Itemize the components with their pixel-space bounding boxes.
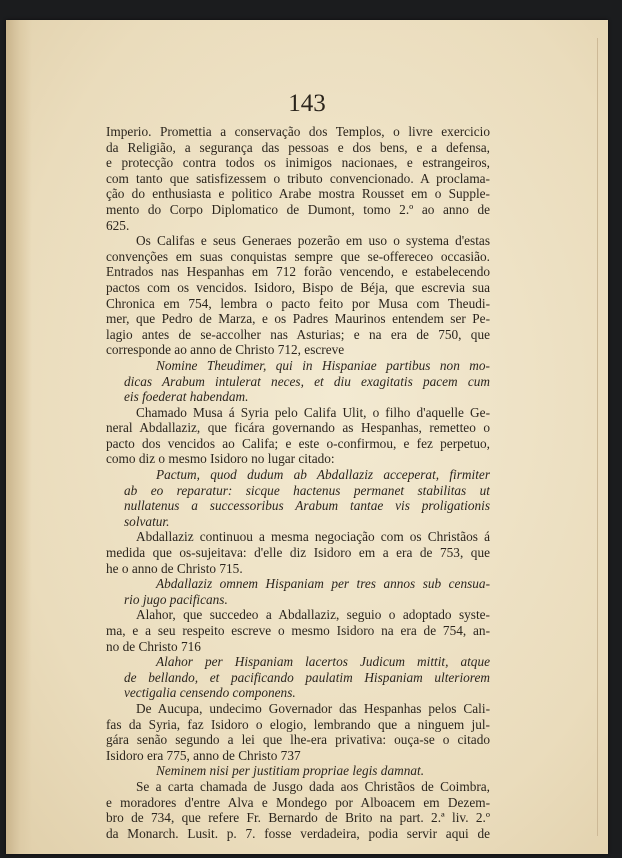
text-line: he o anno de Christo 715. (106, 560, 243, 576)
text-line: da Monarch. Lusit. p. 7. fosse verdadeira, podia servir aqui de (106, 825, 490, 841)
text-line: gára senão segundo a lei que lhe-era privativa: ouça-se o citado (106, 732, 490, 748)
text-line: De Aucupa, undecimo Governador das Hespanhas pelos Cali- (136, 700, 490, 716)
text-line: Alahor per Hispaniam lacertos Judicum mittit, atque (156, 654, 490, 670)
text-line: fas da Syria, faz Isidoro o elogio, lembrando que a ninguem jul- (106, 716, 490, 732)
text-line: da Religião, a segurança das pessoas e dos bens, e a defensa, (106, 139, 490, 155)
text-line: Abdallaziz continuou a mesma negociação com os Christãos á (136, 529, 490, 545)
text-line: medida que os-sujeitava: d'elle diz Isidoro em a era de 753, que (106, 545, 490, 561)
book-page (6, 20, 608, 854)
text-line: Chamado Musa á Syria pelo Califa Ulit, o filho d'aquelle Ge- (136, 404, 490, 420)
text-line: dicas Arabum intulerat neces, et diu exagitatis pacem cum (124, 373, 490, 389)
page-gutter (6, 20, 32, 854)
text-line: corresponde ao anno de Christo 712, escreve (106, 342, 345, 358)
text-line: Alahor, que succedeo a Abdallaziz, seguio o adoptado syste- (136, 607, 490, 623)
text-line: mer, que Pedro de Marza, e os Padres Maurinos entendem ser Pe- (106, 311, 490, 327)
text-line: Pactum, quod dudum ab Abdallaziz acceperat, firmiter (156, 467, 490, 483)
text-line: como diz o mesmo Isidoro no lugar citado: (106, 451, 335, 467)
text-line: Entrados nas Hespanhas em 712 forão vencendo, e estabelecendo (106, 264, 490, 280)
text-line: nullatenus a successoribus Arabum tantae vis proligationis (124, 498, 490, 514)
body-text (106, 124, 490, 841)
text-line: solvatur. (124, 513, 170, 529)
text-line: ab eo reparatur: sicque hactenus permanet stabilitas ut (124, 482, 490, 498)
text-line: neral Abdallaziz, que ficára governando as Hespanhas, remetteo o (106, 420, 490, 436)
text-line: mento do Corpo Diplomatico de Dumont, tomo 2.º ao anno de (106, 201, 490, 217)
text-line: com tanto que satisfizessem o tributo convencionado. A proclama- (106, 170, 490, 186)
text-line: eis foederat habendam. (124, 389, 249, 405)
text-line: no de Christo 716 (106, 638, 201, 654)
page-number: 143 (288, 90, 326, 117)
text-line: bro de 734, que refere Fr. Bernardo de Brito na part. 2.ª liv. 2.º (106, 810, 490, 826)
text-line: pacto dos vencidos ao Califa; e este o-confirmou, e fez perpetuo, (106, 435, 490, 451)
text-line: Isidoro era 775, anno de Christo 737 (106, 747, 301, 763)
text-line: lagio antes de se-accolher nas Asturias; e na era de 750, que (106, 326, 490, 342)
text-line: Se a carta chamada de Jusgo dada aos Christãos de Coimbra, (136, 778, 490, 794)
text-line: ção do enthusiasta e politico Arabe mostra Rousset em o Supple- (106, 186, 490, 202)
text-line: Imperio. Promettia a conservação dos Templos, o livre exercicio (106, 124, 490, 139)
page-edge (597, 38, 598, 836)
text-line: convenções em suas conquistas sempre que se-offereceo occasião. (106, 248, 490, 264)
text-line: Os Califas e seus Generaes pozerão em uso o systema d'estas (136, 233, 490, 249)
text-line: Abdallaziz omnem Hispaniam per tres annos sub censua- (156, 576, 490, 592)
text-line: Nomine Theudimer, qui in Hispaniae partibus non mo- (156, 357, 490, 373)
text-line: e protecção contra todos os inimigos nacionaes, e estrangeiros, (106, 155, 490, 171)
text-line: Chronica em 754, lembra o pacto feito por Musa com Theudi- (106, 295, 490, 311)
text-line: de bellando, et pacificando paulatim Hispaniam ulteriorem (124, 669, 490, 685)
text-line: pactos com os vencidos. Isidoro, Bispo de Béja, que escrevia sua (106, 279, 490, 295)
text-line: vectigalia censendo componens. (124, 685, 296, 701)
text-line: e moradores d'entre Alva e Mondego por Alboacem em Dezem- (106, 794, 490, 810)
text-line: ma, e a seu respeito escreve o mesmo Isidoro na era de 754, an- (106, 623, 490, 638)
text-line: Neminem nisi per justitiam propriae legis damnat. (156, 763, 425, 779)
text-line: 625. (106, 217, 130, 233)
text-line: rio jugo pacificans. (124, 591, 228, 607)
